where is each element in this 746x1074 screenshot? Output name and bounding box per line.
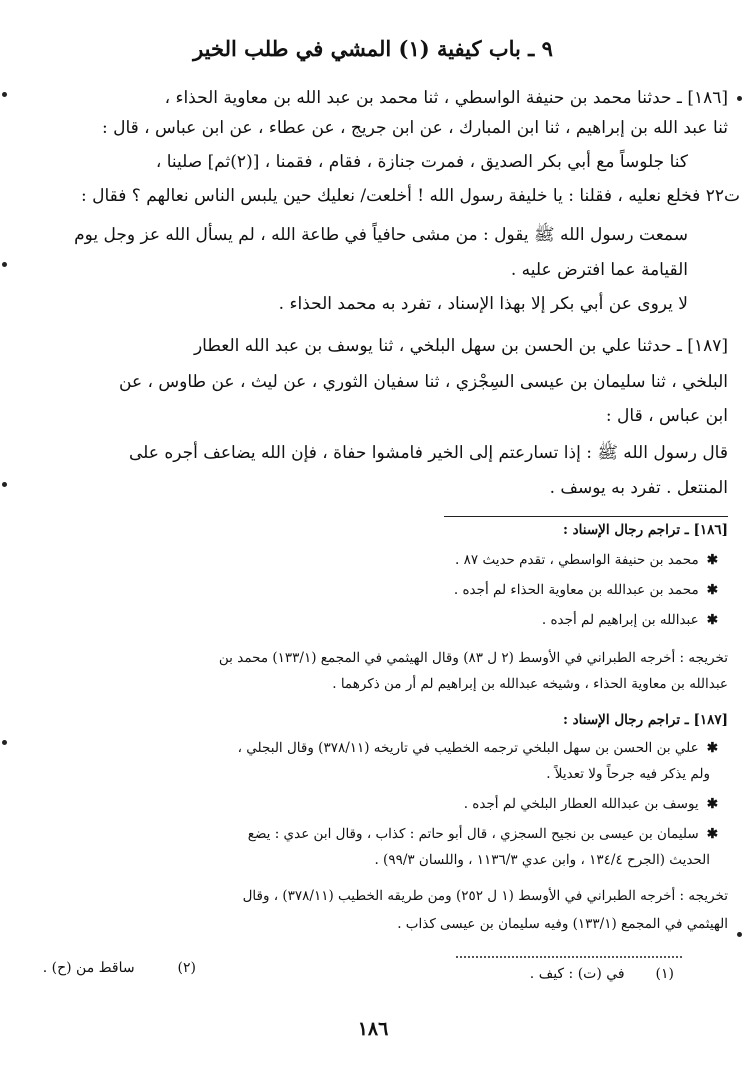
notes-186-bullet-3	[6, 612, 718, 628]
footnote-2-number: (٢)	[177, 960, 196, 976]
bullet-text: يوسف بن عبدالله العطار البلخي لم أجده .	[463, 796, 699, 812]
hadith-186-line-3: كنا جلوساً مع أبي بكر الصديق ، فمرت جنازة ، فقام ، فقمنا ، [(٢)ثم] صلينا ،	[155, 152, 688, 172]
margin-mark	[2, 740, 7, 745]
footnote-1-number: (١)	[655, 966, 674, 982]
bullet-star-icon: ✱	[706, 796, 718, 812]
bullet-star-icon: ✱	[706, 552, 718, 568]
notes-187-takhrij-1: تخريجه : أخرجه الطبراني في الأوسط (١ ل ٢٥٢) ومن طريقه الخطيب (٣٧٨/١١) ، وقال	[242, 888, 728, 904]
margin-mark	[2, 482, 7, 487]
hadith-187-line-2: البلخي ، ثنا سليمان بن عيسى السِجْزي ، ثنا سفيان الثوري ، عن ليث ، عن طاوس ، عن	[119, 372, 728, 392]
notes-187-bullet-1-cont: ولم يذكر فيه جرحاً ولا تعديلاً .	[546, 766, 710, 782]
notes-separator	[444, 516, 728, 517]
bullet-text: علي بن الحسن بن سهل البلخي ترجمه الخطيب في تاريخه (٣٧٨/١١) وقال البجلي ،	[237, 740, 699, 756]
margin-mark	[737, 96, 742, 101]
margin-mark	[2, 262, 7, 267]
notes-187-heading: [١٨٧] ـ تراجم رجال الإسناد :	[562, 712, 728, 728]
hadith-186-line-7: لا يروى عن أبي بكر إلا بهذا الإسناد ، تفرد به محمد الحذاء .	[278, 294, 688, 314]
footnote-2-text: ساقط من (ح) .	[42, 960, 135, 976]
bullet-star-icon: ✱	[706, 826, 718, 842]
hadith-186-line-5: سمعت رسول الله ﷺ يقول : من مشى حافياً في طاعة الله ، لم يسأل الله عز وجل يوم	[74, 225, 688, 245]
footnote-separator	[456, 956, 682, 958]
hadith-186-line-1: [١٨٦] ـ حدثنا محمد بن حنيفة الواسطي ، ثنا محمد بن عبد الله بن معاوية الحذاء ،	[164, 88, 728, 108]
notes-187-bullet-1	[6, 740, 718, 756]
notes-186-takhrij-1: تخريجه : أخرجه الطبراني في الأوسط (٢ ل ٨٣) وقال الهيثمي في المجمع (١٣٣/١) محمد بن	[218, 650, 728, 666]
notes-186-takhrij-2: عبدالله بن معاوية الحذاء ، وشيخه عبدالله بن إبراهيم لم أر من ذكرهما .	[332, 676, 728, 692]
hadith-187-line-5: المنتعل . تفرد به يوسف .	[549, 478, 728, 498]
bullet-star-icon: ✱	[706, 582, 718, 598]
bullet-text: محمد بن حنيفة الواسطي ، تقدم حديث ٨٧ .	[455, 552, 699, 568]
footnote-1	[530, 966, 674, 982]
hadith-186-line-6: القيامة عما افترض عليه .	[510, 260, 688, 280]
margin-mark	[737, 932, 742, 937]
notes-186-bullet-1	[6, 552, 718, 568]
hadith-186-line-2: ثنا عبد الله بن إبراهيم ، ثنا ابن المبارك ، عن ابن جريج ، عن عطاء ، عن ابن عباس ، قال :	[101, 118, 728, 138]
margin-mark	[2, 92, 7, 97]
chapter-title: ٩ ـ باب كيفية (١) المشي في طلب الخير	[193, 36, 553, 61]
hadith-187-line-1: [١٨٧] ـ حدثنا علي بن الحسن بن سهل البلخي ، ثنا يوسف بن عبد الله العطار	[193, 336, 728, 356]
notes-187-bullet-3-cont: الحديث (الجرح ١٣٤/٤ ، وابن عدي ١١٣٦/٣ ، واللسان ٩٩/٣) .	[374, 852, 710, 868]
bullet-text: سليمان بن عيسى بن نجيح السجزي ، قال أبو حاتم : كذاب ، وقال ابن عدي : يضع	[247, 826, 699, 842]
footnote-1-text: في (ت) : كيف .	[529, 966, 625, 982]
notes-187-takhrij-2: الهيثمي في المجمع (١٣٣/١) وفيه سليمان بن عيسى كذاب .	[397, 916, 728, 932]
notes-187-bullet-3	[6, 826, 718, 842]
footnote-2	[43, 960, 196, 976]
notes-187-bullet-2	[6, 796, 718, 812]
notes-186-bullet-2	[6, 582, 718, 598]
notes-186-heading: [١٨٦] ـ تراجم رجال الإسناد :	[562, 522, 728, 538]
bullet-text: محمد بن عبدالله بن معاوية الحذاء لم أجده .	[453, 582, 699, 598]
bullet-star-icon: ✱	[706, 612, 718, 628]
bullet-text: عبدالله بن إبراهيم لم أجده .	[541, 612, 699, 628]
bullet-star-icon: ✱	[706, 740, 718, 756]
hadith-187-line-4: قال رسول الله ﷺ : إذا تسارعتم إلى الخير فامشوا حفاة ، فإن الله يضاعف أجره على	[128, 443, 728, 463]
hadith-186-line-4: ت٢٢ فخلع نعليه ، فقلنا : يا خليفة رسول الله ! أخلعت/ نعليك حين يلبس الناس نعالهم ؟ فقال :	[80, 186, 740, 206]
page-number: ١٨٦	[357, 1018, 389, 1040]
hadith-187-line-3: ابن عباس ، قال :	[605, 406, 728, 426]
